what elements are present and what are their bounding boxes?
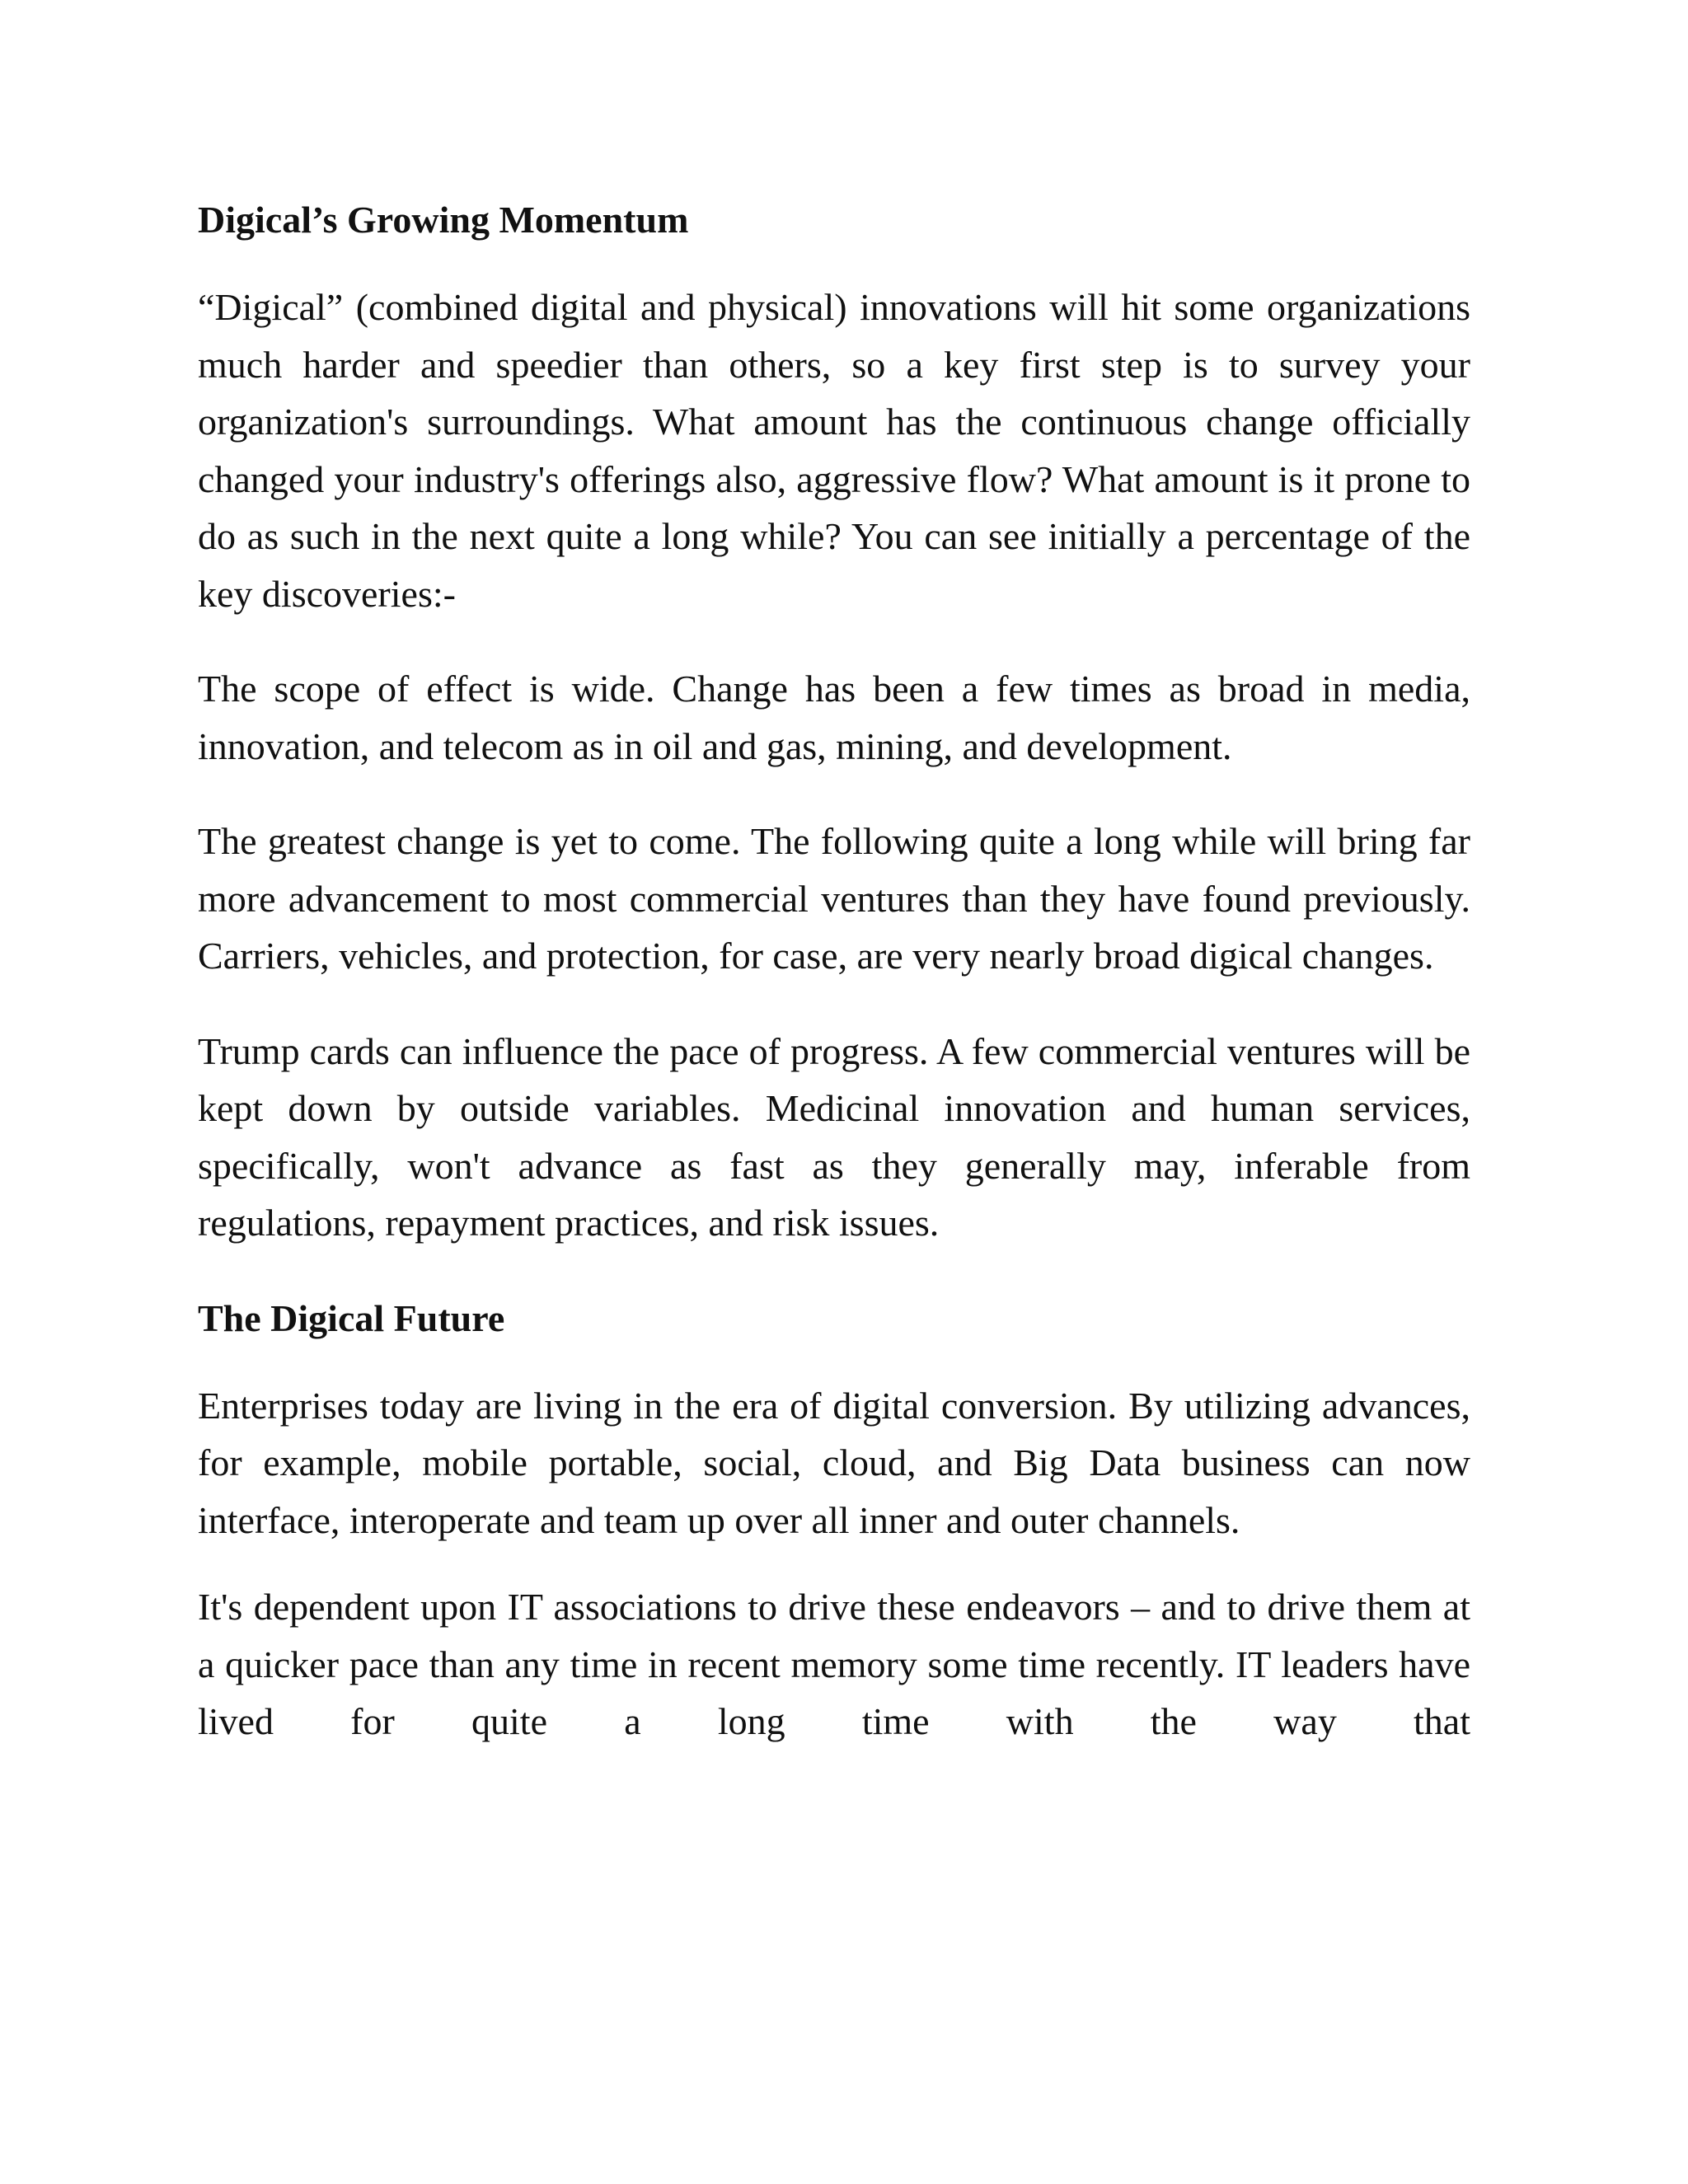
document-page (198, 191, 1470, 1788)
paragraph: Trump cards can influence the pace of progress. A few commercial ventures will be kept down by outside variables. Medicinal innovation and human services, specifically, won't advance as fast as they generally may, inferable from regulations, repayment practices, and risk issues. (198, 1029, 1470, 1244)
paragraph: The scope of effect is wide. Change has been a few times as broad in media, innovation, and telecom as in oil and gas, mining, and development. (198, 668, 1470, 767)
paragraph: It's dependent upon IT associations to drive these endeavors – and to drive them at a quicker pace than any time in recent memory some time recently. IT leaders have lived for quite a long time with the way that (198, 1586, 1470, 1742)
paragraph: Enterprises today are living in the era of digital conversion. By utilizing advances, for example, mobile portable, social, cloud, and Big Data business can now interface, interoperate and team up over all inner and outer channels. (198, 1384, 1470, 1541)
paragraph: “Digical” (combined digital and physical) innovations will hit some organizations much harder and speedier than others, so a key first step is to survey your organization's surroundings. What amount has the continuous change officially changed your industry's offerings also, aggressive flow? What amount is it prone to do as such in the next quite a long while? You can see initially a percentage of the key discoveries:- (198, 286, 1470, 615)
paragraph: The greatest change is yet to come. The following quite a long while will bring far more advancement to most commercial ventures than they have found previously. Carriers, vehicles, and protection, for case, are very nearly broad digical changes. (198, 820, 1470, 977)
section-heading: The Digical Future (198, 1296, 505, 1339)
section-heading: Digical’s Growing Momentum (198, 199, 689, 241)
